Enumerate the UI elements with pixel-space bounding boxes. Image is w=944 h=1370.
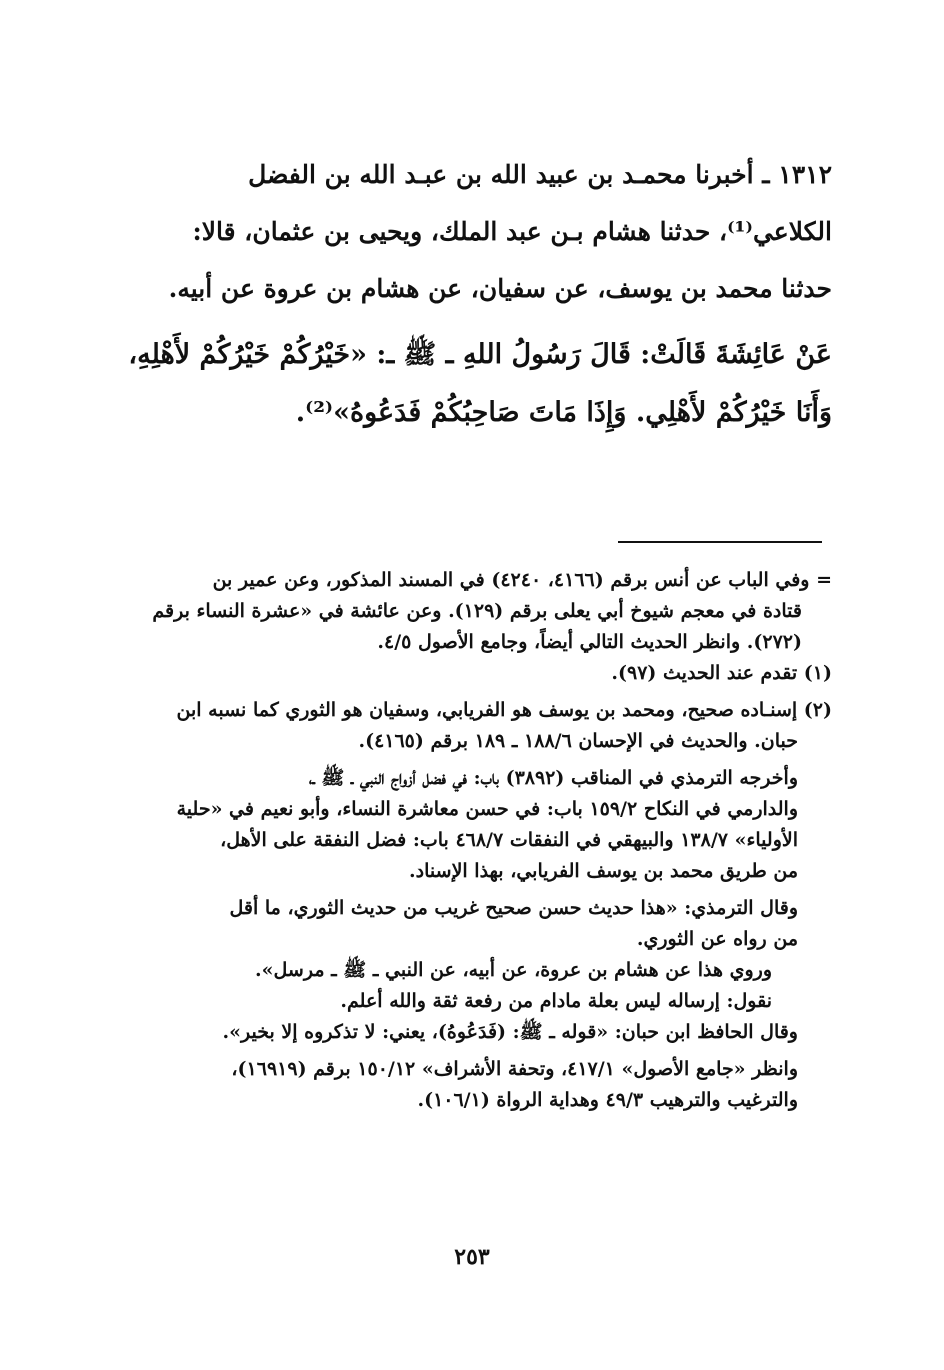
- footnote-continuation-line: = وفي الباب عن أنس برقم (٤١٦٦، ٤٢٤٠) في المسند المذكور، وعن عمير بن: [212, 569, 832, 591]
- hadith-line: عَنْ عَائِشَةَ قَالَتْ: قَالَ رَسُولُ اللهِ ـ ﷺ ـ: «خَيْرُكُمْ خَيْرُكُمْ لأَهْلِهِ،: [128, 339, 832, 370]
- footnote-2-para-line: وقال الترمذي: «هذا حديث حسن صحيح غريب من حديث الثوري، ما أقل: [229, 897, 798, 919]
- isnad-paragraph: [110, 146, 832, 317]
- page-number: ٢٥٣: [454, 1244, 490, 1270]
- footnote-2-para-line: وروي هذا عن هشام بن عروة، عن أبيه، عن النبي ـ ﷺ ـ مرسل».: [255, 959, 772, 981]
- footnote-2-para-line: والترغيب والترهيب ٤٩/٣ وهداية الرواة (١٠٦/١).: [417, 1089, 798, 1111]
- hadith-text: [110, 326, 832, 442]
- isnad-line: حدثنا محمد بن يوسف، عن سفيان، عن هشام بن عروة عن أبيه.: [168, 274, 832, 303]
- footnote-2-line: حبان. والحديث في الإحسان ١٨٨/٦ ـ ١٨٩ برقم (٤١٦٥).: [358, 730, 798, 752]
- footnote-1: (١) تقدم عند الحديث (٩٧).: [611, 662, 832, 684]
- footnote-2-para-line: من طريق محمد بن يوسف الفريابي، بهذا الإسناد.: [409, 860, 798, 882]
- hadith-line: وَأَنَا خَيْرُكُمْ لأَهْلِي. وَإِذَا مَاتَ صَاحِبُكُمْ فَدَعُوهُ»⁽²⁾.: [295, 397, 832, 428]
- footnote-continuation-line: قتادة في معجم شيوخ أبي يعلى برقم (١٢٩). وعن عائشة في «عشرة النساء برقم: [152, 600, 802, 622]
- footnote-2-para-line: وأخرجه الترمذي في المناقب (٣٨٩٢) باب: في فضل أزواج النبي ـ ﷺ ـ،: [308, 767, 798, 789]
- footnote-divider: [618, 541, 822, 543]
- footnotes-section: [110, 565, 832, 1116]
- footnote-2-para-line: من رواه عن الثوري.: [636, 928, 798, 950]
- footnote-2-para-line: وانظر «جامع الأصول» ٤١٧/١، وتحفة الأشراف» ١٥٠/١٢ برقم (١٦٩١٩)،: [231, 1058, 798, 1080]
- footnote-2-line: (٢) إسنـاده صحيح، ومحمد بن يوسف هو الفريابي، وسفيان هو الثوري كما نسبه ابن: [176, 699, 832, 721]
- footnote-continuation-line: (٢٧٢). وانظر الحديث التالي أيضاً، وجامع الأصول ٤/٥.: [377, 631, 802, 653]
- isnad-line: ١٣١٢ ـ أخبرنا محمـد بن عبيد الله بن عبـد الله بن الفضل: [248, 160, 832, 189]
- footnote-2-para-line: نقول: إرساله ليس بعلة مادام من رفعة ثقة والله أعلم.: [340, 990, 772, 1012]
- footnote-2-para-line: الأولياء» ١٣٨/٧ والبيهقي في النفقات ٤٦٨/٧ باب: فضل النفقة على الأهل،: [220, 829, 798, 851]
- isnad-line: الكلاعي⁽¹⁾، حدثنا هشام بـن عبد الملك، ويحيى بن عثمان، قالا:: [192, 217, 832, 246]
- footnote-2-para-line: وقال الحافظ ابن حبان: «قوله ـ ﷺ: (فَدَعُوهُ)، يعني: لا تذكروه إلا بخير».: [222, 1021, 798, 1043]
- footnote-2-para-line: والدارمي في النكاح ١٥٩/٢ باب: في حسن معاشرة النساء، وأبو نعيم في «حلية: [176, 798, 798, 820]
